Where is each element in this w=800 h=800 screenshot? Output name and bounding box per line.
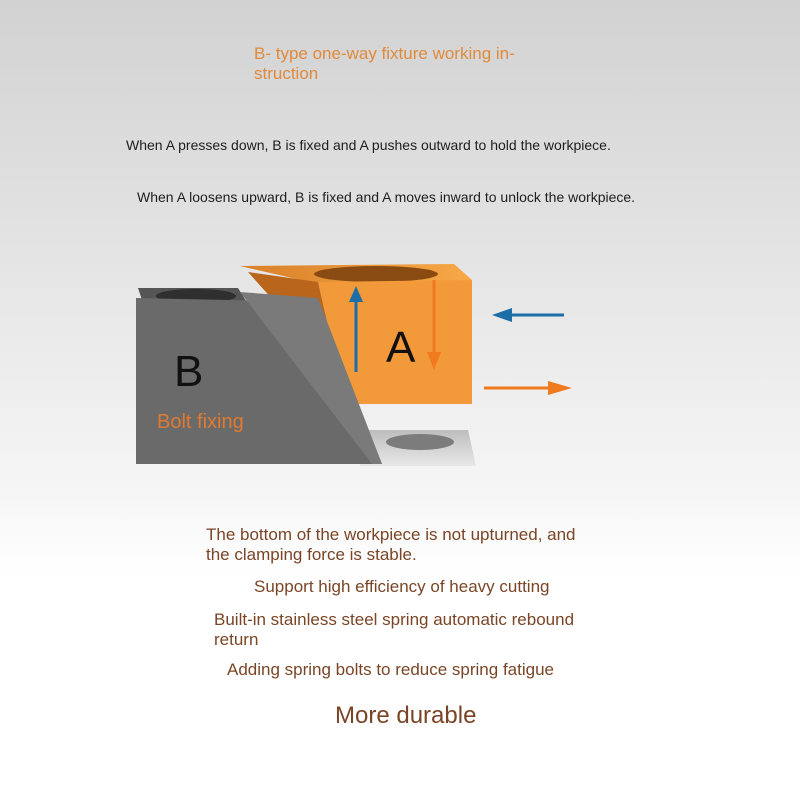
feature-line: the clamping force is stable. bbox=[206, 545, 417, 564]
title-line-2: struction bbox=[254, 64, 319, 83]
more-durable-heading: More durable bbox=[335, 702, 477, 729]
feature-spring-bolts: Adding spring bolts to reduce spring fatigue bbox=[227, 660, 554, 679]
feature-spring-rebound bbox=[214, 610, 574, 650]
instruction-press-down: When A presses down, B is fixed and A pushes outward to hold the workpiece. bbox=[126, 137, 611, 153]
instruction-loosen-up: When A loosens upward, B is fixed and A moves inward to unlock the workpiece. bbox=[137, 189, 636, 205]
feature-line: return bbox=[214, 630, 259, 649]
arrow-left-blue bbox=[492, 308, 564, 322]
label-a: A bbox=[386, 323, 416, 372]
bolt-fixing-label: Bolt fixing bbox=[157, 411, 244, 433]
label-b: B bbox=[174, 347, 204, 396]
feature-stable-clamping bbox=[206, 525, 576, 565]
feature-line: The bottom of the workpiece is not upturned, and bbox=[206, 525, 576, 544]
arrow-right-orange bbox=[484, 381, 572, 395]
feature-heavy-cutting: Support high efficiency of heavy cutting bbox=[254, 577, 550, 596]
feature-line: Built-in stainless steel spring automatic rebound bbox=[214, 610, 575, 629]
title-line-1: B- type one-way fixture working in- bbox=[254, 44, 515, 63]
